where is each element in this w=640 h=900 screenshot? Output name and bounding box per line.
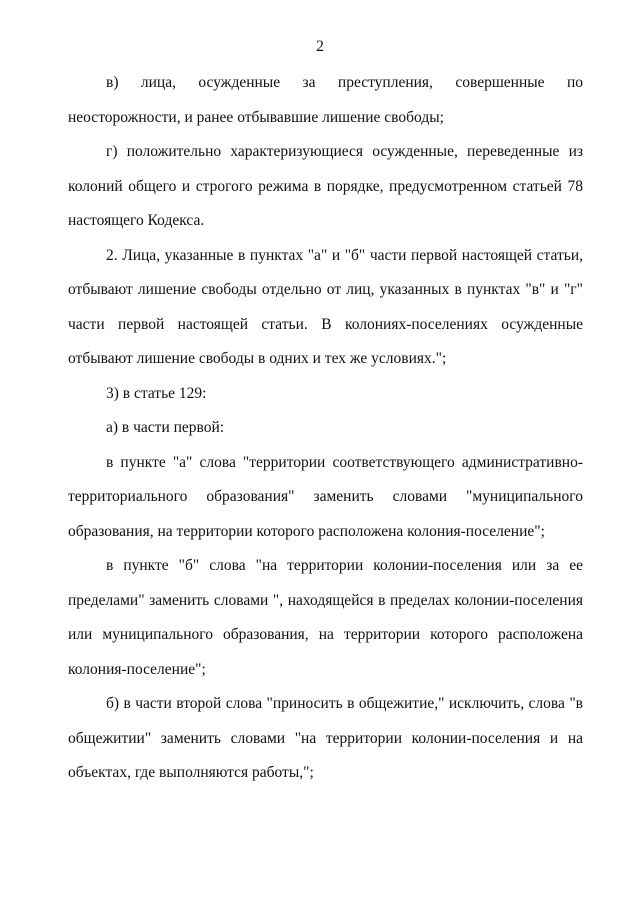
paragraph-part-one: а) в части первой: [106, 419, 225, 436]
paragraph-item-g: г) положительно характеризующиеся осужденные, переведенные из колоний общего и строгого режима в порядке, предусмотренном статьей 78 настоящего Кодекса. [68, 143, 583, 229]
paragraph-article-129: 3) в статье 129: [106, 384, 207, 402]
page-number: 2 [316, 38, 324, 55]
paragraph-part-2: 2. Лица, указанные в пунктах "а" и "б" части первой настоящей статьи, отбывают лишение свободы отдельно от лиц, указанных в пунктах "в" и "г" части первой настоящей статьи. В колониях-поселениях осужденные отбывают лишение свободы в одних и тех же условиях."; [68, 246, 583, 367]
paragraph-point-a: в пункте "а" слова "территории соответствующего административно-территориального образования" заменить словами "муниципального образования, на территории которого расположена колония-поселение"; [68, 453, 583, 540]
document-body [68, 66, 583, 791]
paragraph-part-two: б) в части второй слова "приносить в общежитие," исключить, слова "в общежитии" заменить словами "на территории колонии-поселения и на объектах, где выполняются работы,"; [68, 695, 583, 781]
paragraph-point-b: в пункте "б" слова "на территории колонии-поселения или за ее пределами" заменить словами ", находящейся в пределах колонии-поселения или муниципального образования, на территории которого расположена колония-поселение"; [68, 557, 583, 678]
paragraph-item-v: в) лица, осужденные за преступления, совершенные по неосторожности, и ранее отбывавшие лишение свободы; [68, 74, 583, 126]
